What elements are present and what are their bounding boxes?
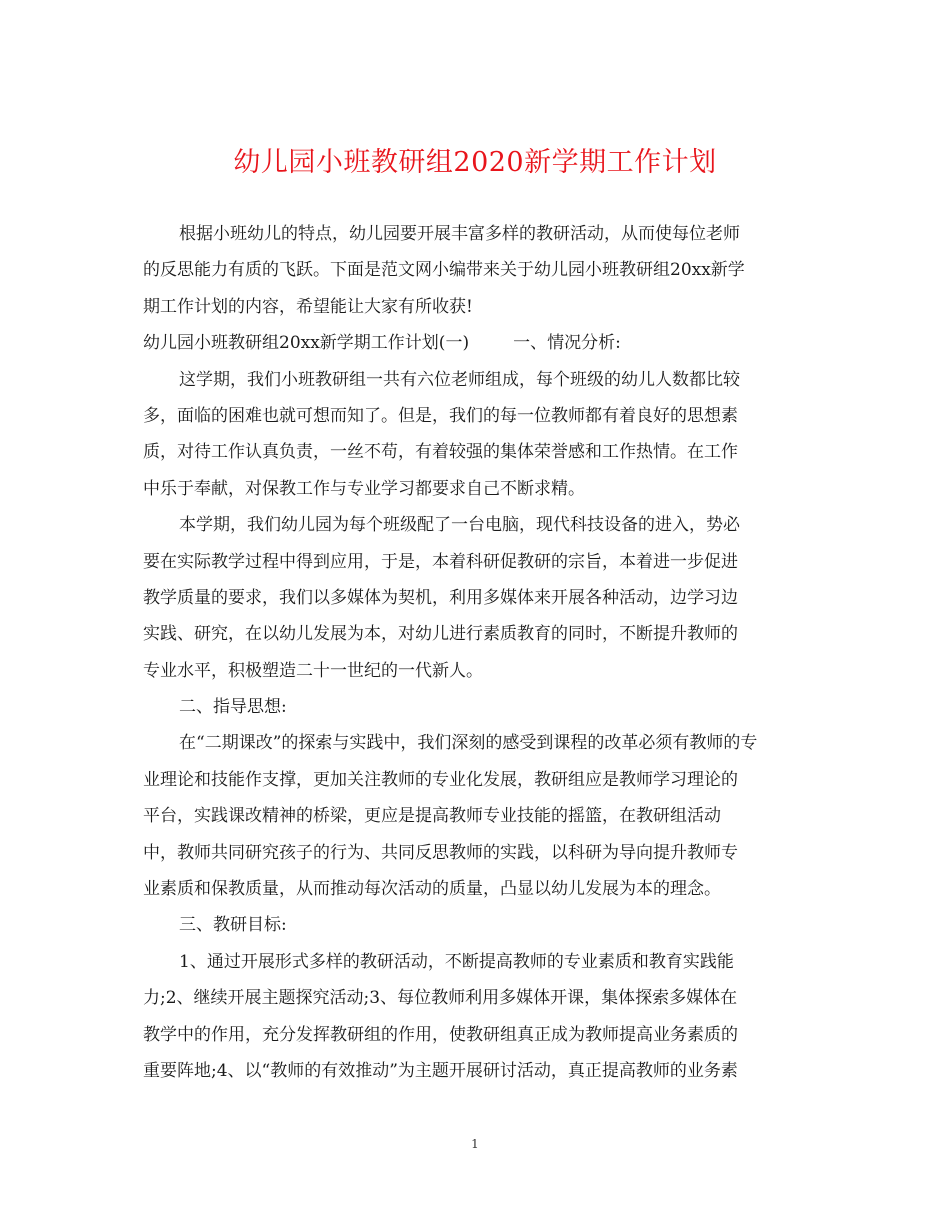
intro-line: 根据小班幼儿的特点，幼儿园要开展丰富多样的教研活动，从而使每位老师 xyxy=(179,224,740,244)
document-title: 幼儿园小班教研组2020新学期工作计划 xyxy=(233,147,717,178)
guidance-line: 业理论和技能作支撑，更加关注教师的专业化发展，教研组应是教师学习理论的 xyxy=(143,769,738,790)
semester-line: 要在实际教学过程中得到应用，于是，本着科研促教研的宗旨，本着进一步促进 xyxy=(143,551,738,572)
plan-heading: 幼儿园小班教研组20xx新学期工作计划(一) xyxy=(143,333,470,354)
goals-line: 教学中的作用，充分发挥教研组的作用，使教研组真正成为教师提高业务素质的 xyxy=(143,1024,738,1045)
document-body xyxy=(143,216,803,1089)
guidance-line: 平台，实践课改精神的桥梁，更应是提高教师专业技能的摇篮，在教研组活动 xyxy=(143,806,721,827)
semester-line: 本学期，我们幼儿园为每个班级配了一台电脑，现代科技设备的进入，势必 xyxy=(179,515,740,536)
situation-line: 多，面临的困难也就可想而知了。但是，我们的每一位教师都有着良好的思想素 xyxy=(143,405,738,426)
section-heading-goals: 三、教研目标: xyxy=(179,915,287,936)
situation-line: 这学期，我们小班教研组一共有六位老师组成，每个班级的幼儿人数都比较 xyxy=(179,369,740,390)
intro-line: 的反思能力有质的飞跃。下面是范文网小编带来关于幼儿园小班教研组20xx新学 xyxy=(143,260,745,281)
semester-line: 专业水平，积极塑造二十一世纪的一代新人。 xyxy=(143,660,483,681)
guidance-line: 在“二期课改”的探索与实践中，我们深刻的感受到课程的改革必须有教师的专 xyxy=(179,733,758,754)
section-heading-situation: 一、情况分析: xyxy=(513,333,621,354)
goals-line: 重要阵地;4、以“教师的有效推动”为主题开展研讨活动，真正提高教师的业务素 xyxy=(143,1060,738,1081)
situation-line: 中乐于奉献，对保教工作与专业学习都要求自己不断求精。 xyxy=(143,478,585,499)
guidance-line: 中，教师共同研究孩子的行为、共同反思教师的实践，以科研为导向提升教师专 xyxy=(143,842,738,863)
guidance-line: 业素质和保教质量，从而推动每次活动的质量，凸显以幼儿发展为本的理念。 xyxy=(143,879,721,900)
semester-line: 教学质量的要求，我们以多媒体为契机，利用多媒体来开展各种活动，边学习边 xyxy=(143,587,738,608)
intro-line: 期工作计划的内容，希望能让大家有所收获! xyxy=(143,296,473,317)
goals-line: 力;2、继续开展主题探究活动;3、每位教师利用多媒体开课，集体探索多媒体在 xyxy=(143,988,738,1009)
semester-line: 实践、研究，在以幼儿发展为本，对幼儿进行素质教育的同时，不断提升教师的 xyxy=(143,624,738,645)
section-heading-guidance: 二、指导思想: xyxy=(179,697,287,718)
plan-heading-line xyxy=(143,325,803,361)
goals-line: 1、通过开展形式多样的教研活动，不断提高教师的专业素质和教育实践能 xyxy=(179,951,734,972)
situation-line: 质，对待工作认真负责，一丝不苟，有着较强的集体荣誉感和工作热情。在工作 xyxy=(143,442,738,463)
page-number: 1 xyxy=(471,1137,479,1151)
